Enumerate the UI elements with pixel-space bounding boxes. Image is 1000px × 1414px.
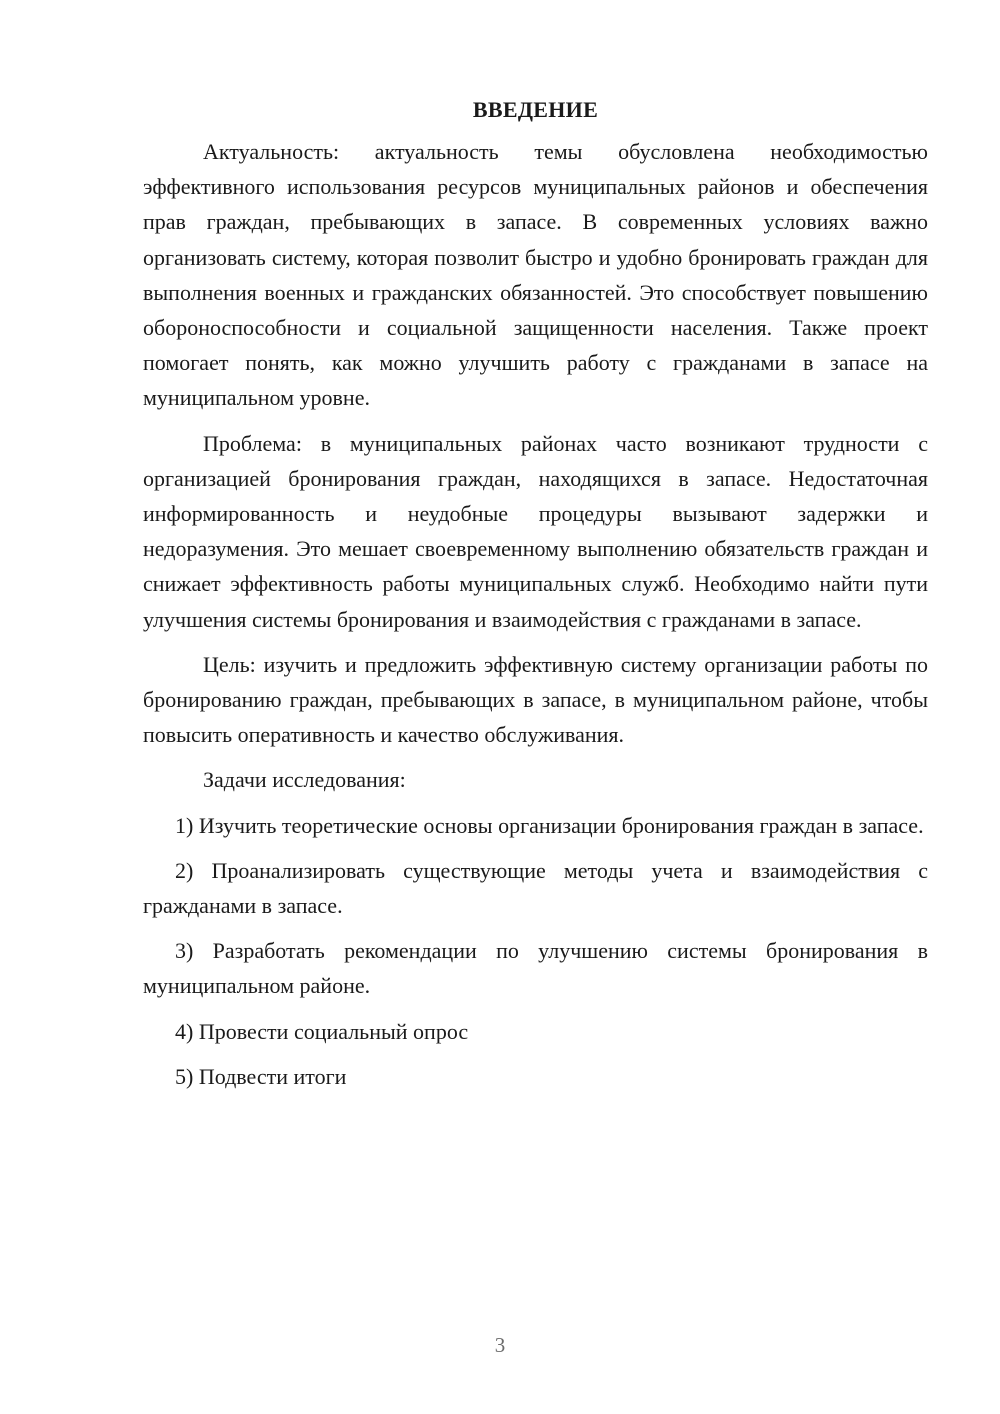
document-page (143, 94, 928, 1104)
list-item: 1) Изучить теоретические основы организации бронирования граждан в запасе. (175, 812, 924, 838)
list-item: 5) Подвести итоги (175, 1063, 347, 1089)
list-item: 4) Провести социальный опрос (175, 1018, 469, 1044)
page-number: 3 (494, 1333, 506, 1357)
relevance-paragraph: Актуальность: актуальность темы обусловлена необходимостью эффективного использования ресурсов муниципальных районов и обеспечения прав граждан, пребывающих в запасе. В современных условиях важно организовать систему, которая позволит быстро и удобно бронировать граждан для выполнения военных и гражданских обязанностей. Это способствует повышению обороноспособности и социальной защищенности населения. Также проект помогает понять, как можно улучшить работу с гражданами в запасе на муниципальном уровне. (143, 139, 928, 411)
goal-paragraph: Цель: изучить и предложить эффективную систему организации работы по бронированию граждан, пребывающих в запасе, в муниципальном районе, чтобы повысить оперативность и качество обслуживания. (143, 651, 928, 748)
page-title: ВВЕДЕНИЕ (472, 97, 599, 122)
list-item: 2) Проанализировать существующие методы учета и взаимодействия с гражданами в запасе. (143, 857, 928, 919)
tasks-intro: Задачи исследования: (203, 767, 406, 793)
list-item: 3) Разработать рекомендации по улучшению системы бронирования в муниципальном районе. (143, 938, 928, 999)
tasks-list (143, 808, 928, 1094)
problem-paragraph: Проблема: в муниципальных районах часто возникают трудности с организацией бронирования граждан, находящихся в запасе. Недостаточная информированность и неудобные процедуры вызывают задержки и недоразумения. Это мешает своевременному выполнению обязательств граждан и снижает эффективность работы муниципальных служб. Необходимо найти пути улучшения системы бронирования и взаимодействия с гражданами в запасе. (143, 430, 928, 632)
